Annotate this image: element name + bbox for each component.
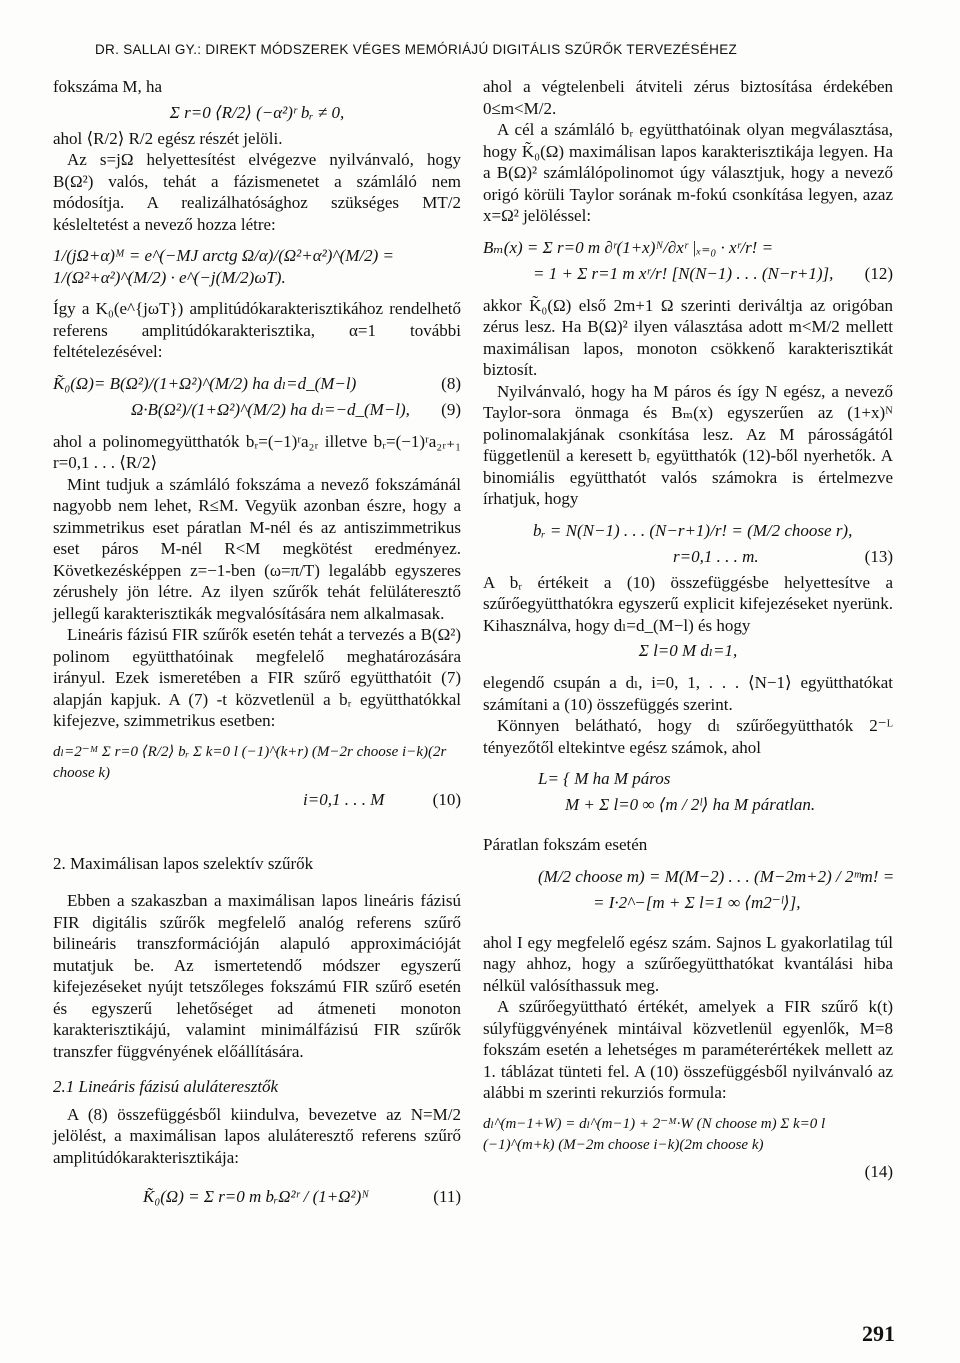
- paragraph: Ebben a szakaszban a maximálisan lapos lineáris fázisú FIR digitális szűrők megfelelő analóg referens szűrő bilineáris transzformációján alapuló approximációját mutatjuk be. Az ismertetendő módszer egyszerű kifejezéseket nyújt tetszőleges fokszámú FIR szűrő esetén és egyszerű lehetőséget ad átmeneti monoton karakterisztikájú, valamint minimálfázisú FIR szűrők transzfer függvényének előállítására.: [53, 891, 461, 1061]
- paragraph: elegendő csupán a dₗ, i=0, 1, . . . ⟨N−1⟩ együtthatókat számítani a (10) összefüggés szerint.: [483, 673, 893, 714]
- paragraph: ahol a végtelenbeli átviteli zérus biztosítása érdekében 0≤m<M/2.: [483, 77, 893, 118]
- section-heading: 2. Maximálisan lapos szelektív szűrők: [53, 853, 314, 873]
- paragraph: Így a K₀(e^{jωT}) amplitúdókarakterisztikához rendelhető referens amplitúdókarakterisztika, α=1 további feltételezésével:: [53, 299, 461, 361]
- paragraph: ahol a polinomegyütthatók bᵣ=(−1)ʳa₂ᵣ illetve bᵣ=(−1)ʳa₂ᵣ₊₁ r=0,1 . . . ⟨R/2⟩: [53, 431, 461, 472]
- equation-delay: 1/(jΩ+α)ᴹ = e^(−MJ arctg Ω/α)/(Ω²+α²)^(M/2) = 1/(Ω²+α²)^(M/2) · e^(−j(M/2)ωT).: [53, 246, 394, 287]
- paragraph: Lineáris fázisú FIR szűrők esetén tehát a tervezés a B(Ω²) polinom együtthatóinak megfelelő meghatározására irányul. Ezek ismeretében a FIR szűrő együtthatóit (7) alapján kapjuk. A (7) -t közvetlenül a bᵣ együtthatókkal kifejezve, szimmetrikus esetben:: [53, 625, 461, 730]
- paragraph: ahol ⟨R/2⟩ R/2 egész részét jelöli.: [53, 128, 283, 148]
- paragraph: akkor K̃₀(Ω) első 2m+1 Ω szerinti deriváltja az origóban zérus lesz. Ha B(Ω)² ilyen választása adott m<M/2 mellett maximálisan lapos, monoton csökkenő karakterisztikát biztosít.: [483, 295, 893, 379]
- paragraph: Könnyen belátható, hogy dₗ szűrőegyütthatók 2⁻ᴸ tényezőtől eltekintve egész számok, ahol: [483, 716, 893, 757]
- equation-10-range: i=0,1 . . . M (10): [303, 789, 461, 809]
- equation-odd-1: (M/2 choose m) = M(M−2) . . . (M−2m+2) / 2ᵐm! =: [538, 866, 895, 886]
- paragraph: fokszáma M, ha: [53, 77, 163, 96]
- right-column: [483, 76, 893, 1187]
- equation-9: Ω·B(Ω²)/(1+Ω²)^(M/2) ha dₗ=−d_(M−l), (9): [131, 399, 461, 419]
- paragraph: A szűrőegyüttható értékét, amelyek a FIR szűrő k(t) súlyfüggvényének mintáival közvetlenül egyenlők, M=8 fokszám esetén a lehetséges m paraméterértékek mellett az 1. táblázat tünteti fel. A (10) összefüggésből nyilvánvaló az alábbi m szerinti rekurziós formula:: [483, 997, 893, 1102]
- equation-14: dₗ^(m−1+W) = dₗ^(m−1) + 2⁻ᴹ·W (N choose m) Σ k=0 l (−1)^(m+k) (M−2m choose i−k)(2m choose k): [483, 1115, 826, 1153]
- paragraph: A bᵣ értékeit a (10) összefüggésbe helyettesítve a szűrőegyütthatókra egyszerű explicit kifejezéseket nyerünk. Kihasználva, hogy dₗ=d_(M−l) és hogy: [483, 572, 893, 635]
- paragraph: Az s=jΩ helyettesítést elvégezve nyilvánvaló, hogy B(Ω²) valós, tehát a fázismenetet a számláló nem módosítja. A realizálhatósághoz szükséges MT/2 késleltetést a nevező hozza létre:: [53, 150, 461, 234]
- page-number: 291: [862, 1321, 895, 1346]
- equation-10: dₗ=2⁻ᴹ Σ r=0 ⟨R/2⟩ bᵣ Σ k=0 l (−1)^(k+r) (M−2r choose i−k)(2r choose k): [53, 743, 447, 781]
- subsection-heading: 2.1 Lineáris fázisú aluláteresztők: [53, 1077, 279, 1096]
- equation-13a: bᵣ = N(N−1) . . . (N−r+1)/r! = (M/2 choose r),: [533, 520, 853, 540]
- paragraph: Mint tudjuk a számláló fokszáma a nevező fokszámánál nagyobb nem lehet, R≤M. Vegyük azonban észre, hogy a szimmetrikus eset páratlan M-nél és az antiszimmetrikus eset páros M-nél R<M megkötést eredményez. Következésképpen z=−1-ben (ω=π/T) legalább egyszeres zérushely jön létre. Az ilyen szűrők tehát felüláteresztő jellegű karakterisztikák megvalósítására nem alkalmasak.: [53, 474, 461, 623]
- equation-8: K̃₀(Ω)= B(Ω²)/(1+Ω²)^(M/2) ha dₗ=d_(M−l) (8): [53, 373, 461, 393]
- equation-L-odd: M + Σ l=0 ∞ ⟨m / 2ˡ⟩ ha M páratlan.: [565, 795, 816, 814]
- equation-odd-2: = I·2^−[m + Σ l=1 ∞ ⟨m2⁻ˡ⟩],: [593, 892, 801, 912]
- left-column: [53, 76, 461, 1212]
- paragraph: Páratlan fokszám esetén: [483, 835, 648, 854]
- running-header: DR. SALLAI GY.: DIREKT MÓDSZEREK VÉGES MEMÓRIÁJÚ DIGITÁLIS SZŰRŐK TERVEZÉSÉHEZ: [95, 42, 738, 57]
- equation-13b: r=0,1 . . . m. (13): [673, 546, 893, 566]
- paragraph: ahol I egy megfelelő egész szám. Sajnos L gyakorlatilag túl nagy ahhoz, hogy a szűrőegyütthatókat kvantálási hiba nélkül valósíthassuk meg.: [483, 932, 893, 995]
- paragraph: A cél a számláló bᵣ együtthatóinak olyan megválasztása, hogy K̃₀(Ω) maximálisan lapos karakterisztikája legyen. Ha a B(Ω)² számlálópolinomot úgy választjuk, hogy a nevező origó körüli Taylor sorának m-fokú csonkítása legyen, azaz x=Ω² jelöléssel:: [483, 120, 893, 225]
- equation-sum-d: Σ l=0 M dₗ=1,: [638, 641, 738, 660]
- equation-L-even: L= { M ha M páros: [538, 769, 671, 788]
- equation-14-number: (14): [864, 1161, 893, 1181]
- equation-12b: = 1 + Σ r=1 m xʳ/r! [N(N−1) . . . (N−r+1)], (12): [533, 263, 893, 283]
- equation-11: K̃₀(Ω) = Σ r=0 m bᵣΩ²ʳ / (1+Ω²)ᴺ (11): [143, 1187, 461, 1206]
- paragraph: A (8) összefüggésből kiindulva, bevezetve az N=M/2 jelölést, a maximálisan lapos aluláteresztő referens szűrő amplitúdókarakterisztikája:: [53, 1104, 461, 1167]
- paragraph: Nyilvánvaló, hogy ha M páros és így N egész, a nevező Taylor-sora önmaga és Bₘ(x) egyszerűen az (1+x)ᴺ polinomalakjának csonkítása lesz. Az M párosságától függetlenül a keresett bᵣ együtthatók (12)-ből nyerhetők. A binomiális együtthatót valós számokra is értelmezve írhatjuk, hogy: [483, 381, 893, 508]
- equation-sum: Σ r=0 ⟨R/2⟩ (−α²)ʳ bᵣ ≠ 0,: [169, 102, 345, 122]
- equation-12a: Bₘ(x) = Σ r=0 m ∂ʳ(1+x)ᴺ/∂xʳ |ₓ₌₀ · xʳ/r! =: [483, 237, 774, 257]
